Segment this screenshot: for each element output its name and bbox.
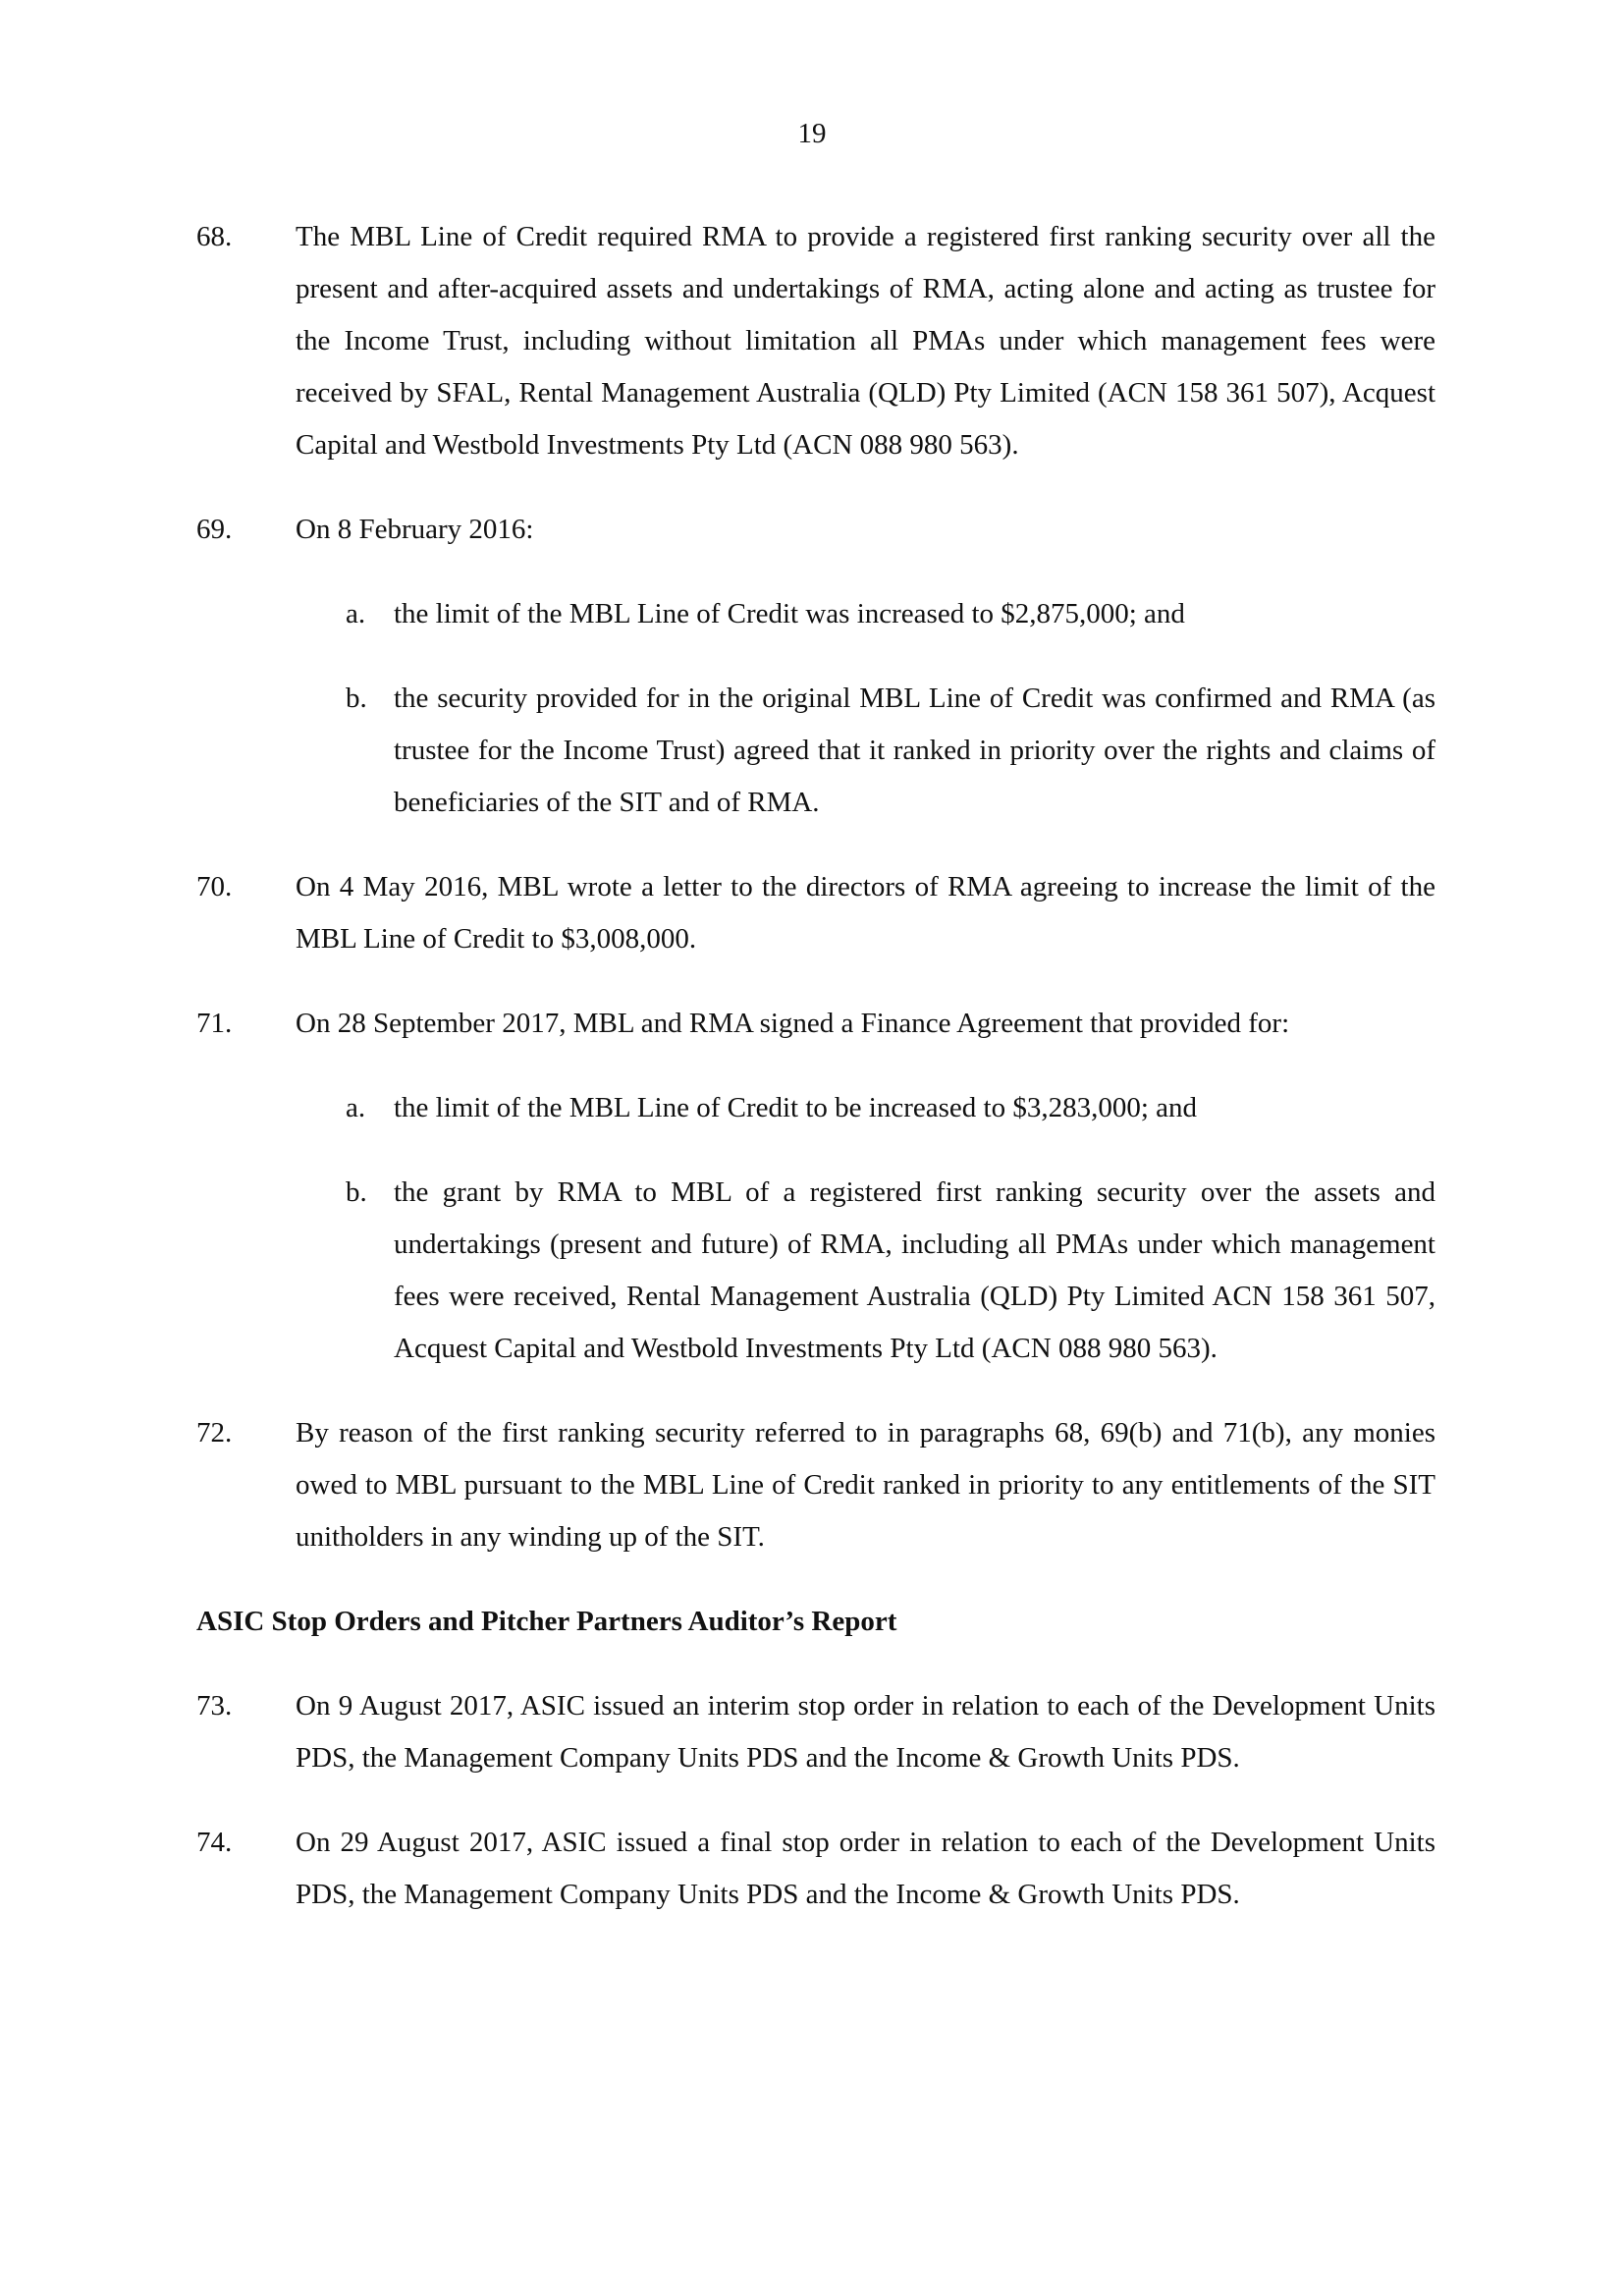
paragraph-text: On 29 August 2017, ASIC issued a final stop order in relation to each of the Development Units PDS, the Management Company Units PDS and the Income & Growth Units PDS. xyxy=(296,1827,1435,1910)
subparagraph-71a xyxy=(196,1082,1435,1134)
paragraph-text: By reason of the first ranking security referred to in paragraphs 68, 69(b) and 71(b), any monies owed to MBL pursuant to the MBL Line of Credit ranked in priority to any entitlements of the SIT unitholders in any winding up of the SIT. xyxy=(296,1417,1435,1553)
page-number: 19 xyxy=(797,118,827,149)
subparagraph-text: the security provided for in the original MBL Line of Credit was confirmed and RMA (as trustee for the Income Trust) agreed that it ranked in priority over the rights and claims of beneficiaries of the SIT and of RMA. xyxy=(394,683,1435,818)
paragraph-text: On 4 May 2016, MBL wrote a letter to the directors of RMA agreeing to increase the limit of the MBL Line of Credit to $3,008,000. xyxy=(296,871,1435,955)
paragraph-number: 73. xyxy=(196,1690,233,1722)
paragraph-text: On 28 September 2017, MBL and RMA signed a Finance Agreement that provided for: xyxy=(296,1008,1290,1039)
section-heading: ASIC Stop Orders and Pitcher Partners Auditor’s Report xyxy=(196,1606,897,1637)
subparagraph-text: the limit of the MBL Line of Credit was increased to $2,875,000; and xyxy=(394,598,1185,629)
paragraph-72 xyxy=(196,1407,1435,1563)
paragraph-text: The MBL Line of Credit required RMA to provide a registered first ranking security over all the present and after-acquired assets and undertakings of RMA, acting alone and acting as trustee for the Income Trust, including without limitation all PMAs under which management fees were received by SFAL, Rental Management Australia (QLD) Pty Limited (ACN 158 361 507), Acquest Capital and Westbold Investments Pty Ltd (ACN 088 980 563). xyxy=(296,221,1435,461)
paragraph-71 xyxy=(196,998,1435,1050)
subparagraph-69b xyxy=(196,673,1435,829)
subparagraph-71b xyxy=(196,1167,1435,1375)
paragraph-70 xyxy=(196,861,1435,965)
paragraph-number: 69. xyxy=(196,514,233,545)
subparagraph-letter: a. xyxy=(346,1092,366,1123)
paragraph-text: On 8 February 2016: xyxy=(296,514,534,545)
paragraph-number: 74. xyxy=(196,1827,233,1858)
paragraph-text: On 9 August 2017, ASIC issued an interim stop order in relation to each of the Development Units PDS, the Management Company Units PDS and the Income & Growth Units PDS. xyxy=(296,1690,1435,1774)
subparagraph-69a xyxy=(196,588,1435,640)
paragraph-number: 72. xyxy=(196,1417,233,1449)
document-body xyxy=(196,211,1435,1953)
paragraph-74 xyxy=(196,1817,1435,1921)
paragraph-number: 68. xyxy=(196,221,233,252)
paragraph-68 xyxy=(196,211,1435,471)
subparagraph-letter: a. xyxy=(346,598,366,629)
paragraph-number: 71. xyxy=(196,1008,233,1039)
subparagraph-text: the grant by RMA to MBL of a registered first ranking security over the assets and undertakings (present and future) of RMA, including all PMAs under which management fees were received, Rental Management Australia (QLD) Pty Limited ACN 158 361 507, Acquest Capital and Westbold Investments Pty Ltd (ACN 088 980 563). xyxy=(394,1176,1435,1364)
subparagraph-letter: b. xyxy=(346,1176,367,1208)
paragraph-73 xyxy=(196,1680,1435,1784)
paragraph-69 xyxy=(196,504,1435,556)
subparagraph-text: the limit of the MBL Line of Credit to be increased to $3,283,000; and xyxy=(394,1092,1198,1123)
paragraph-number: 70. xyxy=(196,871,233,902)
subparagraph-letter: b. xyxy=(346,683,367,714)
